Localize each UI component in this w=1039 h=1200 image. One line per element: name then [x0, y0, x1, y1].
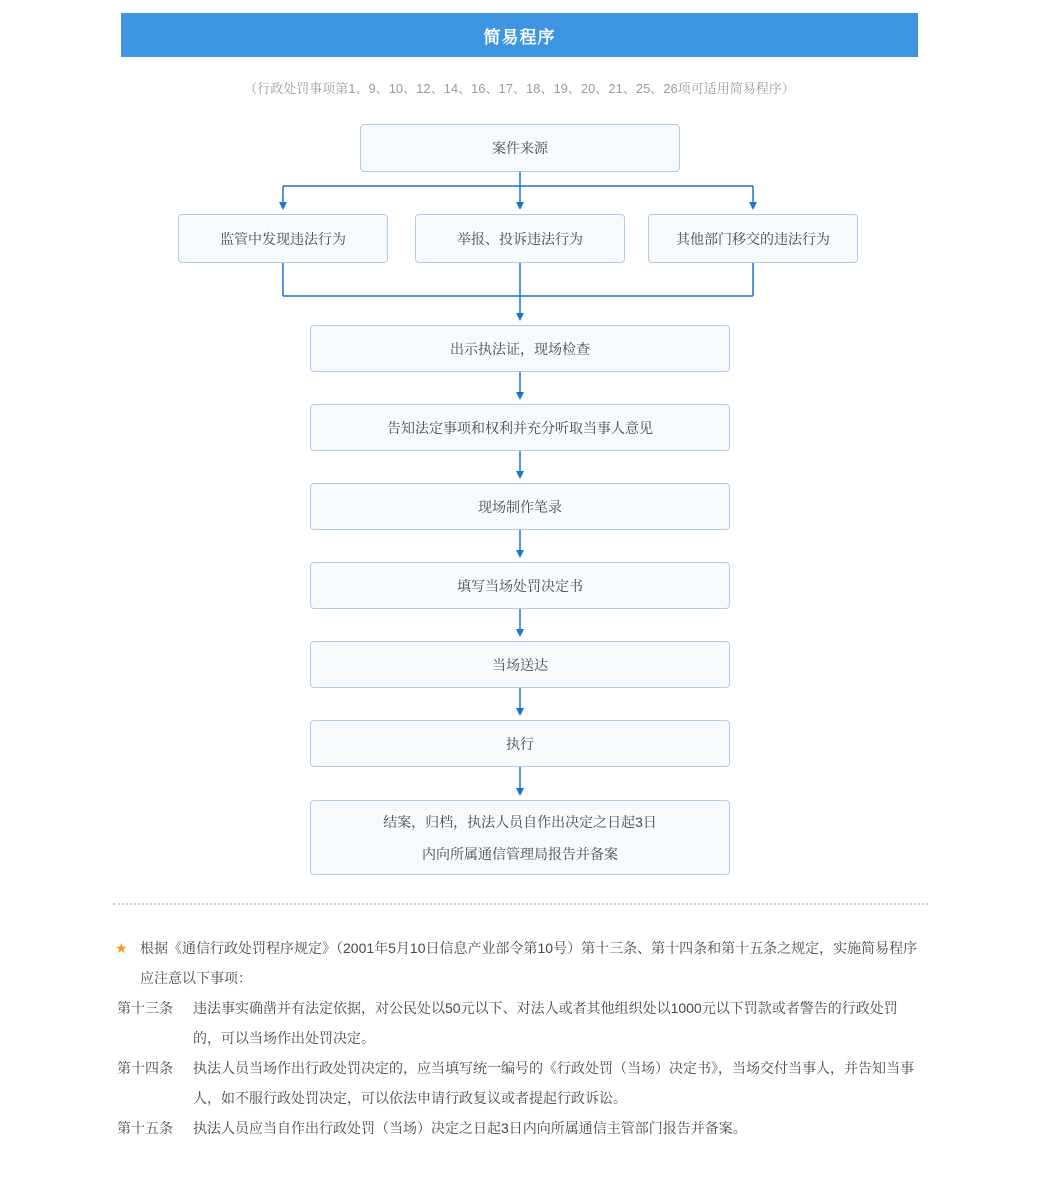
article-14 [113, 1053, 919, 1113]
flow-node-step-fill-decision [310, 562, 730, 609]
flow-node-step-record [310, 483, 730, 530]
flow-node-label: 当场送达 [492, 656, 548, 673]
flow-node-label: 填写当场处罚决定书 [457, 577, 583, 594]
flow-node-label: 执行 [506, 735, 534, 752]
flow-node-label: 监管中发现违法行为 [220, 230, 346, 247]
flow-node-branch-supervision [178, 214, 388, 263]
flow-node-step-inform-rights [310, 404, 730, 451]
page-title: 简易程序 [483, 27, 556, 47]
star-icon: ★ [115, 940, 128, 956]
applicable-items-subtitle: （行政处罚事项第1、9、10、12、14、16、17、18、19、20、21、25、26项可适用简易程序） [244, 81, 795, 96]
flow-node-label: 出示执法证，现场检查 [450, 340, 590, 357]
dotted-divider [113, 903, 928, 905]
flow-node-case-source [360, 124, 680, 172]
article-13 [113, 993, 919, 1053]
flow-node-label: 其他部门移交的违法行为 [676, 230, 830, 247]
article-text: 执法人员当场作出行政处罚决定的，应当填写统一编号的《行政处罚（当场）决定书》，当场交付当事人，并告知当事人，如不服行政处罚决定，可以依法申请行政复议或者提起行政诉讼。 [193, 1060, 914, 1106]
page-title-banner [121, 13, 918, 57]
flow-node-final-close-case [310, 800, 730, 875]
flow-node-step-execute [310, 720, 730, 767]
flow-node-label: 案件来源 [492, 140, 548, 156]
notes-intro [113, 933, 919, 993]
flow-node-label: 现场制作笔录 [478, 498, 562, 515]
flow-node-step-deliver [310, 641, 730, 688]
article-label: 第十五条 [117, 1120, 173, 1136]
article-text: 执法人员应当自作出行政处罚（当场）决定之日起3日内向所属通信主管部门报告并备案。 [193, 1120, 747, 1136]
notes-intro-text: 根据《通信行政处罚程序规定》（2001年5月10日信息产业部令第10号）第十三条、第十四条和第十五条之规定，实施简易程序应注意以下事项： [140, 940, 918, 986]
flow-node-label-line2: 内向所属通信管理局报告并备案 [422, 845, 618, 862]
article-15 [113, 1113, 919, 1143]
article-label: 第十四条 [117, 1060, 173, 1076]
flow-node-step-inspection [310, 325, 730, 372]
flow-node-label-line1: 结案，归档，执法人员自作出决定之日起3日 [383, 813, 657, 830]
flow-node-branch-transfer [648, 214, 858, 263]
article-text: 违法事实确凿并有法定依据，对公民处以50元以下、对法人或者其他组织处以1000元以下罚款或者警告的行政处罚的，可以当场作出处罚决定。 [193, 1000, 898, 1046]
flow-node-branch-report [415, 214, 625, 263]
notes-section [113, 933, 919, 1143]
flow-node-label: 告知法定事项和权利并充分听取当事人意见 [387, 419, 653, 436]
flow-node-label: 举报、投诉违法行为 [457, 230, 583, 247]
article-label: 第十三条 [117, 1000, 173, 1016]
